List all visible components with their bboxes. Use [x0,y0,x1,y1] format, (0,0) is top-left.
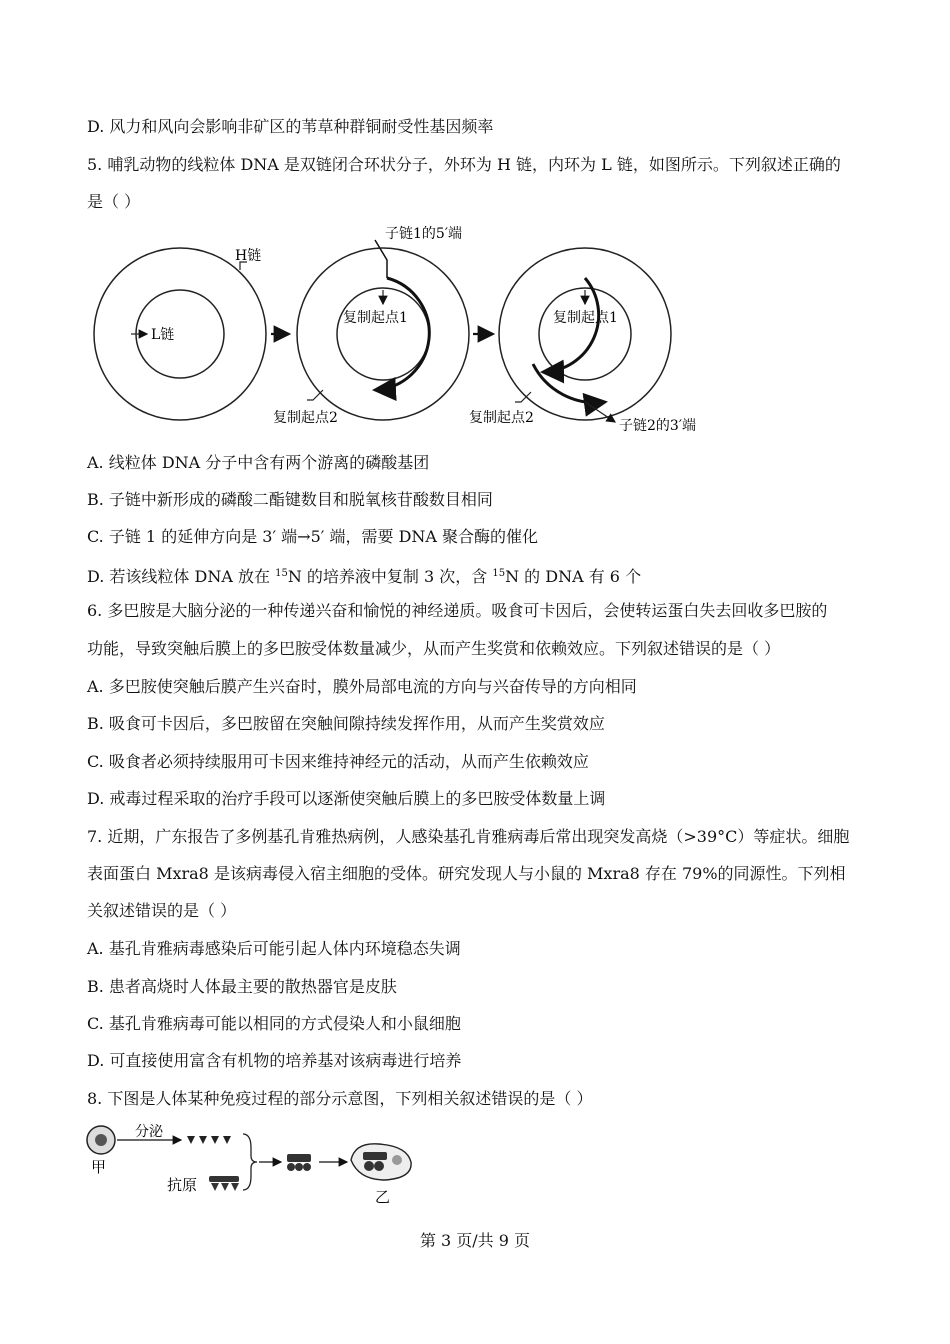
q7-option-d: D. 可直接使用富含有机物的培养基对该病毒进行培养 [87,1051,462,1070]
daughter2-3end-label: 子链2的3′端 [619,418,696,434]
q5-option-c: C. 子链 1 的延伸方向是 3′ 端→5′ 端，需要 DNA 聚合酶的催化 [87,527,539,546]
q7-option-c: C. 基孔肯雅病毒可能以相同的方式侵染人和小鼠细胞 [87,1014,461,1033]
antigen-label: 抗原 [167,1176,198,1194]
origin1-label-a: 复制起点1 [343,310,408,326]
outer-ring-3 [499,248,671,420]
origin2-label-a: 复制起点2 [273,410,338,426]
origin2-label-b: 复制起点2 [469,410,534,426]
q5-option-b: B. 子链中新形成的磷酸二酯键数目和脱氧核苷酸数目相同 [87,490,493,509]
q7-stem-line2: 表面蛋白 Mxra8 是该病毒侵入宿主细胞的受体。研究发现人与小鼠的 Mxra8 存在 79%的同源性。下列相 [87,864,846,883]
daughter-strand-2 [533,364,605,403]
q7-option-a: A. 基孔肯雅病毒感染后可能引起人体内环境稳态失调 [87,939,461,958]
q6-option-b: B. 吸食可卡因后，多巴胺留在突触间隙持续发挥作用，从而产生奖赏效应 [87,714,605,733]
mtdna-replication-figure [85,222,725,440]
page-footer: 第 3 页/共 9 页 [419,1231,531,1250]
l-chain-label: L链 [151,327,175,343]
q5-option-a: A. 线粒体 DNA 分子中含有两个游离的磷酸基团 [87,453,430,472]
q6-stem-line1: 6. 多巴胺是大脑分泌的一种传递兴奋和愉悦的神经递质。吸食可卡因后，会使转运蛋白失去回收多巴胺的 [87,601,828,620]
q7-stem-line1: 7. 近期，广东报告了多例基孔肯雅热病例，人感染基孔肯雅病毒后常出现突发高烧（>39°C）等症状。细胞 [87,827,850,846]
antibody-icons [187,1136,231,1144]
plasma-cell-icon [87,1126,115,1154]
q6-option-a: A. 多巴胺使突触后膜产生兴奋时，膜外局部电流的方向与兴奋传导的方向相同 [87,677,637,696]
phagocyte-icon [351,1144,411,1180]
q7-stem-line3: 关叙述错误的是（ ） [87,901,237,920]
inner-ring-1 [136,290,224,378]
antigen-antibody-complex-icon [287,1154,311,1171]
immune-process-figure [85,1120,425,1210]
outer-ring-1 [94,248,266,420]
cell-b-label: 乙 [375,1188,391,1206]
origin1-label-b: 复制起点1 [553,310,618,326]
daughter1-5end-label: 子链1的5′端 [385,226,462,242]
q8-stem: 8. 下图是人体某种免疫过程的部分示意图，下列相关叙述错误的是（ ） [87,1089,593,1108]
q6-option-c: C. 吸食者必须持续服用可卡因来维持神经元的活动，从而产生依赖效应 [87,752,589,771]
q6-option-d: D. 戒毒过程采取的治疗手段可以逐渐使突触后膜上的多巴胺受体数量上调 [87,789,606,808]
q5-stem-line1: 5. 哺乳动物的线粒体 DNA 是双链闭合环状分子，外环为 H 链，内环为 L 链，如图所示。下列叙述正确的 [87,155,841,174]
h-chain-label: H链 [235,248,262,264]
cell-a-label: 甲 [91,1158,107,1176]
outer-ring-2 [297,248,469,420]
q7-option-b: B. 患者高烧时人体最主要的散热器官是皮肤 [87,977,397,996]
q5-stem-line2: 是（ ） [87,192,141,211]
q5-option-d: D. 若该线粒体 DNA 放在 $^{15}$N 的培养液中复制 3 次，含 $^{15}$N 的 DNA 有 6 个 [87,567,642,586]
q4-option-d: D. 风力和风向会影响非矿区的苇草种群铜耐受性基因频率 [87,117,494,136]
antigen-icon [209,1176,239,1191]
q6-stem-line2: 功能，导致突触后膜上的多巴胺受体数量减少，从而产生奖赏和依赖效应。下列叙述错误的是（ ） [87,639,781,658]
secrete-label: 分泌 [135,1124,163,1140]
